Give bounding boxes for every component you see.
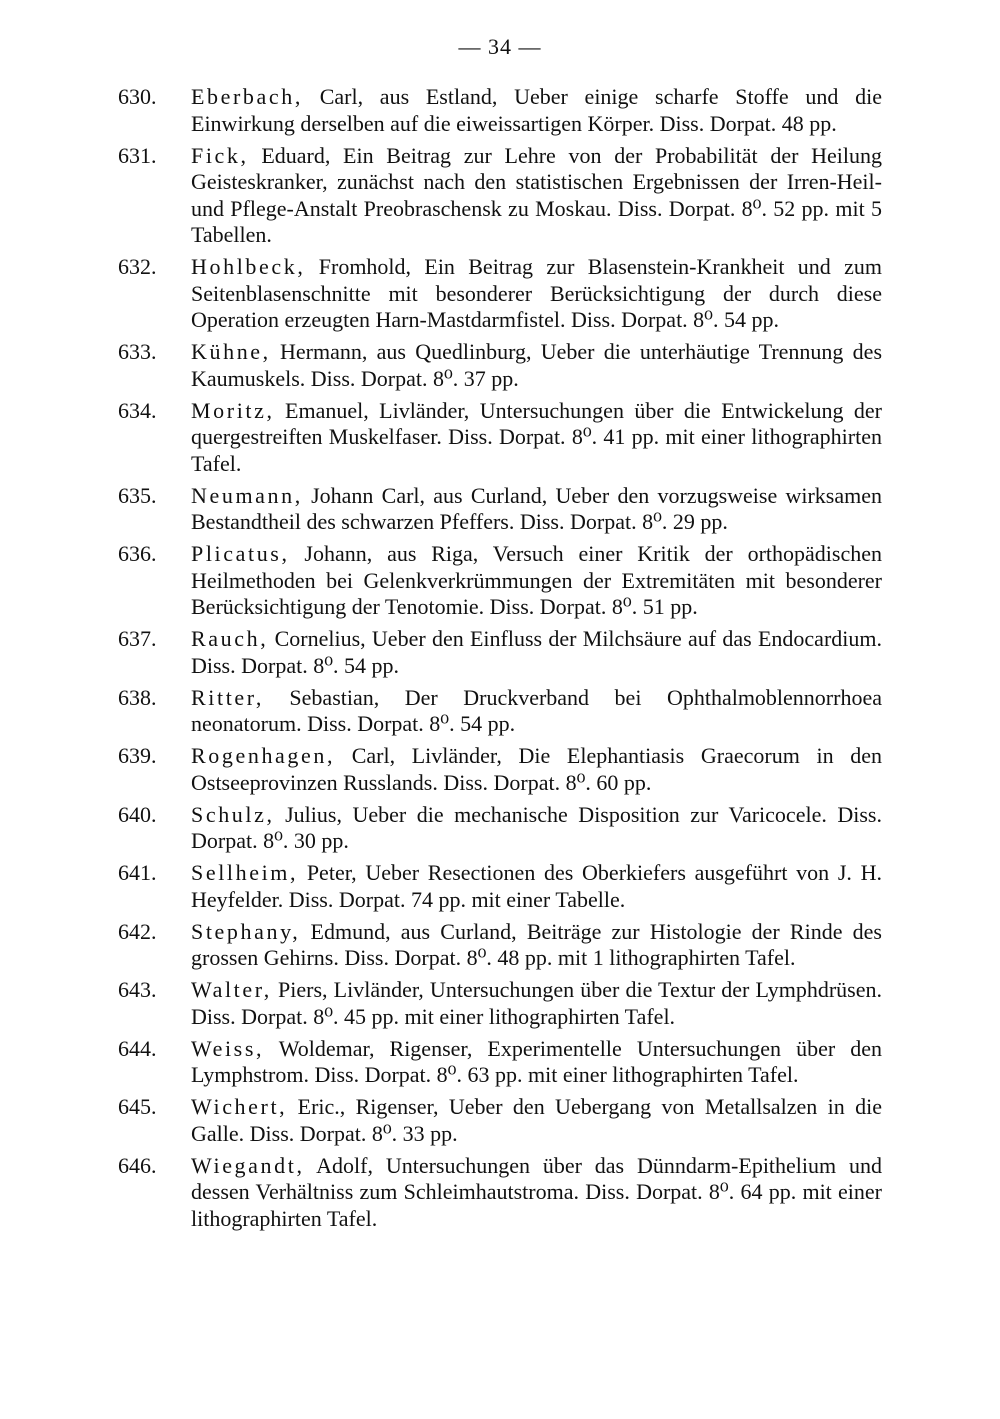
entry-text: Edmund, aus Curland, Beiträge zur Histologie der Rinde des grossen Gehirns. Diss. Dorpat. 8⁰. 48 pp. mit 1 lithographirten Tafel. bbox=[191, 918, 882, 970]
bibliography-entry bbox=[118, 802, 882, 855]
bibliography-list bbox=[118, 84, 882, 1238]
bibliography-entry bbox=[118, 398, 882, 478]
entry-author: Wiegandt, bbox=[191, 1152, 305, 1178]
entry-text: Sebastian, Der Druckverband bei Ophthalmoblennorrhoea neonatorum. Diss. Dorpat. 8⁰. 54 pp. bbox=[191, 684, 882, 736]
entry-author: Schulz, bbox=[191, 801, 275, 827]
entry-number: 645. bbox=[118, 1094, 157, 1119]
entry-text: Adolf, Untersuchungen über das Dünndarm-Epithelium und dessen Verhältniss zum Schleimhautstroma. Diss. Dorpat. 8⁰. 64 pp. mit einer lithographirten Tafel. bbox=[191, 1152, 882, 1231]
bibliography-entry bbox=[118, 254, 882, 334]
bibliography-entry bbox=[118, 1094, 882, 1147]
bibliography-entry bbox=[118, 1036, 882, 1089]
bibliography-entry bbox=[118, 84, 882, 137]
entry-author: Hohlbeck, bbox=[191, 254, 306, 279]
entry-text: Woldemar, Rigenser, Experimentelle Untersuchungen über den Lymphstrom. Diss. Dorpat. 8⁰. 63 pp. mit einer lithographirten Tafel. bbox=[191, 1035, 882, 1087]
entry-number: 630. bbox=[118, 84, 157, 109]
entry-text: Emanuel, Livländer, Untersuchungen über die Entwickelung der quergestreiften Muskelfaser. Diss. Dorpat. 8⁰. 41 pp. mit einer lithographirten Tafel. bbox=[191, 397, 882, 476]
entry-number: 639. bbox=[118, 743, 157, 768]
entry-author: Sellheim, bbox=[191, 860, 299, 885]
entry-text: Cornelius, Ueber den Einfluss der Milchsäure auf das Endocardium. Diss. Dorpat. 8⁰. 54 pp. bbox=[191, 626, 882, 678]
bibliography-entry bbox=[118, 860, 882, 913]
bibliography-entry bbox=[118, 743, 882, 796]
entry-number: 644. bbox=[118, 1035, 157, 1061]
entry-number: 638. bbox=[118, 684, 157, 710]
entry-text: Hermann, aus Quedlinburg, Ueber die unterhäutige Trennung des Kaumuskels. Diss. Dorpat. 8⁰. 37 pp. bbox=[191, 339, 882, 391]
entry-author: Wichert, bbox=[191, 1094, 288, 1119]
entry-author: Plicatus, bbox=[191, 541, 290, 566]
bibliography-entry bbox=[118, 483, 882, 536]
entry-number: 636. bbox=[118, 541, 157, 566]
entry-number: 642. bbox=[118, 918, 157, 944]
entry-author: Rauch, bbox=[191, 626, 269, 651]
entry-author: Fick, bbox=[191, 142, 249, 168]
entry-number: 634. bbox=[118, 397, 157, 423]
entry-number: 633. bbox=[118, 339, 157, 364]
bibliography-entry bbox=[118, 339, 882, 392]
entry-text: Peter, Ueber Resectionen des Oberkiefers ausgeführt von J. H. Heyfelder. Diss. Dorpat. 74 pp. mit einer Tabelle. bbox=[191, 860, 882, 912]
entry-number: 640. bbox=[118, 801, 157, 827]
entry-text: Eric., Rigenser, Ueber den Uebergang von Metallsalzen in die Galle. Diss. Dorpat. 8⁰. 33 pp. bbox=[191, 1094, 882, 1146]
entry-text: Fromhold, Ein Beitrag zur Blasenstein-Krankheit und zum Seitenblasenschnitte mit besonderer Berücksichtigung der durch diese Operation erzeugten Harn-Mastdarmfistel. Diss. Dorpat. 8⁰. 54 pp. bbox=[191, 254, 882, 332]
entry-text: Johann, aus Riga, Versuch einer Kritik der orthopädischen Heilmethoden bei Gelenkverkrümmungen der Extremitäten mit besonderer Berücksichtigung der Tenotomie. Diss. Dorpat. 8⁰. 51 pp. bbox=[191, 541, 882, 619]
entry-author: Moritz, bbox=[191, 397, 275, 423]
entry-text: Carl, Livländer, Die Elephantiasis Graecorum in den Ostseeprovinzen Russlands. Diss. Dorpat. 8⁰. 60 pp. bbox=[191, 743, 882, 795]
entry-number: 635. bbox=[118, 482, 157, 508]
bibliography-entry bbox=[118, 977, 882, 1030]
bibliography-entry bbox=[118, 1153, 882, 1233]
entry-number: 631. bbox=[118, 142, 157, 168]
bibliography-entry bbox=[118, 919, 882, 972]
bibliography-entry bbox=[118, 541, 882, 621]
entry-number: 637. bbox=[118, 626, 157, 651]
entry-number: 632. bbox=[118, 254, 157, 279]
bibliography-entry bbox=[118, 626, 882, 679]
entry-author: Stephany, bbox=[191, 918, 301, 944]
entry-text: Carl, aus Estland, Ueber einige scharfe Stoffe und die Einwirkung derselben auf die eiweissartigen Körper. Diss. Dorpat. 48 pp. bbox=[191, 84, 882, 136]
entry-author: Ritter, bbox=[191, 684, 264, 710]
entry-number: 643. bbox=[118, 977, 157, 1002]
entry-text: Eduard, Ein Beitrag zur Lehre von der Probabilität der Heilung Geisteskranker, zunächst nach den statistischen Ergebnissen der Irren-Heil- und Pflege-Anstalt Preobraschensk zu Moskau. Diss. Dorpat. 8⁰. 52 pp. mit 5 Tabellen. bbox=[191, 142, 882, 247]
entry-number: 641. bbox=[118, 860, 157, 885]
page-number: — 34 — bbox=[458, 34, 542, 59]
entry-author: Eberbach, bbox=[191, 84, 303, 109]
entry-text: Julius, Ueber die mechanische Disposition zur Varicocele. Diss. Dorpat. 8⁰. 30 pp. bbox=[191, 801, 882, 853]
entry-text: Piers, Livländer, Untersuchungen über die Textur der Lymphdrüsen. Diss. Dorpat. 8⁰. 45 pp. mit einer lithographirten Tafel. bbox=[191, 977, 882, 1029]
entry-author: Rogenhagen, bbox=[191, 743, 336, 768]
bibliography-entry bbox=[118, 143, 882, 249]
bibliography-entry bbox=[118, 685, 882, 738]
entry-author: Neumann, bbox=[191, 482, 303, 508]
entry-number: 646. bbox=[118, 1152, 157, 1178]
entry-author: Kühne, bbox=[191, 339, 271, 364]
entry-author: Weiss, bbox=[191, 1035, 265, 1061]
entry-text: Johann Carl, aus Curland, Ueber den vorzugsweise wirksamen Bestandtheil des schwarzen Pfeffers. Diss. Dorpat. 8⁰. 29 pp. bbox=[191, 482, 882, 534]
entry-author: Walter, bbox=[191, 977, 272, 1002]
